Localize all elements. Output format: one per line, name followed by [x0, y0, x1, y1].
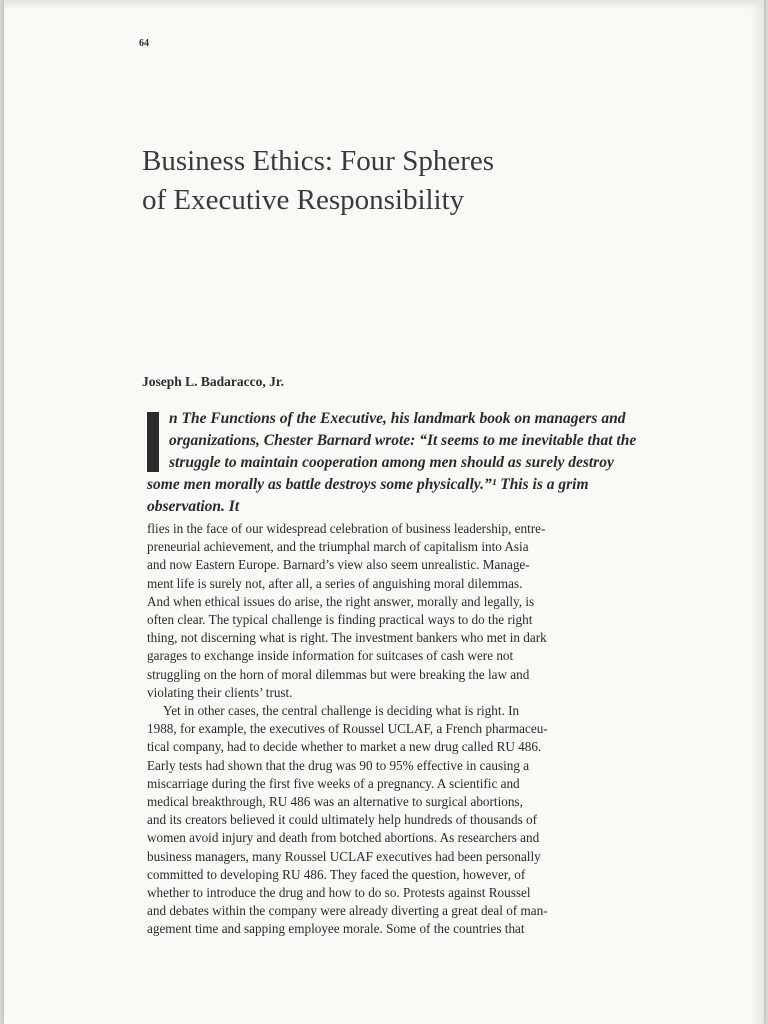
text-line: Yet in other cases, the central challenge is deciding what is right. In	[163, 703, 520, 719]
text-line: And when ethical issues do arise, the right answer, morally and legally, is	[147, 593, 535, 609]
text-line: medical breakthrough, RU 486 was an alternative to surgical abortions,	[147, 794, 523, 810]
paragraph-2	[147, 702, 647, 939]
text-line: garages to exchange inside information for suitcases of cash were not	[147, 648, 514, 664]
lead-paragraph	[147, 408, 647, 518]
page-number: 64	[139, 38, 149, 49]
author-byline: Joseph L. Badaracco, Jr.	[142, 374, 285, 389]
lead-rest: , his landmark book on managers and organizations, Chester Barnard wrote: “It seems to me inevitable that the struggle to maintain cooperation among men should as surely destroy some men morally as battle destroys some physically.”¹ This is a grim observation. It	[147, 410, 637, 515]
text-line: and its creators believed it could ultimately help hundreds of thousands of	[147, 812, 538, 828]
text-line: preneurial achievement, and the triumphal march of capitalism into Asia	[147, 539, 529, 555]
article-title-line-2: of Executive Responsibility	[142, 184, 465, 216]
drop-cap	[147, 412, 159, 472]
article-title-line-1: Business Ethics: Four Spheres	[142, 145, 495, 177]
lead-prefix: n	[169, 410, 182, 427]
text-line: miscarriage during the first five weeks of a pregnancy. A scientific and	[147, 775, 520, 791]
text-line: tical company, had to decide whether to market a new drug called RU 486.	[147, 739, 542, 755]
scan-shadow-right	[750, 0, 764, 1024]
text-line: and debates within the company were already diverting a great deal of man-	[147, 903, 548, 919]
text-line: and now Eastern Europe. Barnard’s view also seem unrealistic. Manage-	[147, 557, 530, 573]
text-line: thing, not discerning what is right. The investment bankers who met in dark	[147, 630, 547, 646]
document-page	[4, 0, 764, 1024]
article-body	[147, 408, 647, 939]
text-line: often clear. The typical challenge is finding practical ways to do the right	[147, 612, 533, 628]
text-line: 1988, for example, the executives of Roussel UCLAF, a French pharmaceu-	[147, 721, 548, 737]
paragraph-1	[147, 520, 647, 702]
text-line: struggling on the horn of moral dilemmas but were breaking the law and	[147, 666, 530, 682]
text-line: flies in the face of our widespread celebration of business leadership, entre-	[147, 521, 546, 536]
text-line: committed to developing RU 486. They faced the question, however, of	[147, 866, 526, 882]
text-line: ment life is surely not, after all, a series of anguishing moral dilemmas.	[147, 575, 523, 591]
text-line: women avoid injury and death from botched abortions. As researchers and	[147, 830, 540, 846]
scan-shadow-top	[4, 0, 764, 10]
text-line: agement time and sapping employee morale. Some of the countries that	[147, 921, 525, 937]
text-line: violating their clients’ trust.	[147, 684, 293, 700]
text-line: whether to introduce the drug and how to do so. Protests against Roussel	[147, 885, 531, 901]
text-line: Early tests had shown that the drug was 90 to 95% effective in causing a	[147, 757, 530, 773]
book-title: The Functions of the Executive	[181, 410, 383, 427]
text-line: business managers, many Roussel UCLAF executives had been personally	[147, 848, 541, 864]
article-title	[142, 142, 662, 220]
